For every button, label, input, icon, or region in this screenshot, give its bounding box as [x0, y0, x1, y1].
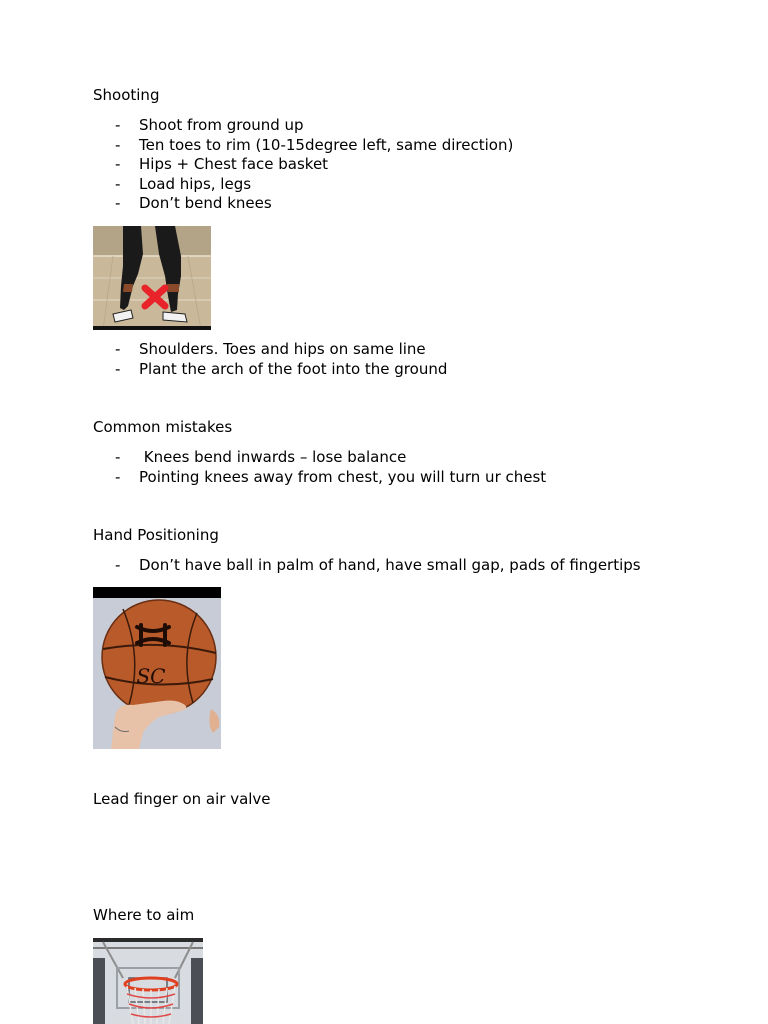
list-item-text: Don’t have ball in palm of hand, have small gap, pads of fingertips	[139, 556, 641, 574]
list-item-text: Knees bend inwards – lose balance	[139, 448, 407, 466]
list-item-text: Ten toes to rim (10-15degree left, same direction)	[139, 135, 514, 154]
basketball-hoop-image	[93, 938, 203, 1024]
section-heading-hand-positioning: Hand Positioning	[93, 526, 219, 544]
list-item	[115, 194, 513, 214]
shooting-bullet-list-2	[115, 340, 447, 379]
legs-stance-photo-icon	[93, 226, 211, 330]
list-item-text: Plant the arch of the foot into the ground	[139, 359, 448, 378]
bullet-dash: -	[115, 155, 121, 173]
bullet-dash: -	[115, 116, 121, 134]
common-mistakes-bullet-list	[115, 448, 546, 487]
list-item-text: Load hips, legs	[139, 174, 252, 193]
list-item-text: Don’t bend knees	[139, 194, 272, 212]
list-item	[115, 175, 513, 195]
basketball-in-hand-photo-icon	[93, 587, 221, 749]
hand-positioning-bullet-list	[115, 556, 641, 576]
basketball-hoop-photo-icon	[93, 938, 203, 1024]
list-item-text: Shoot from ground up	[139, 116, 304, 134]
section-heading-common-mistakes: Common mistakes	[93, 418, 233, 436]
list-item	[115, 556, 641, 576]
list-item	[115, 155, 513, 175]
basketball-hand-image	[93, 587, 221, 749]
list-item	[115, 448, 546, 468]
bullet-dash: -	[115, 467, 121, 486]
list-item	[115, 468, 546, 488]
section-heading-shooting: Shooting	[93, 86, 160, 104]
bullet-dash: -	[115, 194, 121, 212]
list-item-text: Pointing knees away from chest, you will turn ur chest	[139, 467, 547, 486]
bullet-dash: -	[115, 174, 121, 193]
list-item-text: Shoulders. Toes and hips on same line	[139, 340, 426, 358]
bullet-dash: -	[115, 340, 121, 358]
ball-logo-text: SC	[136, 664, 166, 688]
list-item	[115, 340, 447, 360]
bullet-dash: -	[115, 556, 121, 574]
list-item	[115, 116, 513, 136]
list-item	[115, 136, 513, 156]
shooting-bullet-list	[115, 116, 513, 214]
legs-stance-image	[93, 226, 211, 330]
bullet-dash: -	[115, 448, 121, 466]
lead-finger-text: Lead finger on air valve	[93, 790, 271, 808]
bullet-dash: -	[115, 135, 121, 154]
list-item-text: Hips + Chest face basket	[139, 155, 329, 173]
bullet-dash: -	[115, 359, 121, 378]
list-item	[115, 360, 447, 380]
section-heading-where-to-aim: Where to aim	[93, 906, 195, 924]
